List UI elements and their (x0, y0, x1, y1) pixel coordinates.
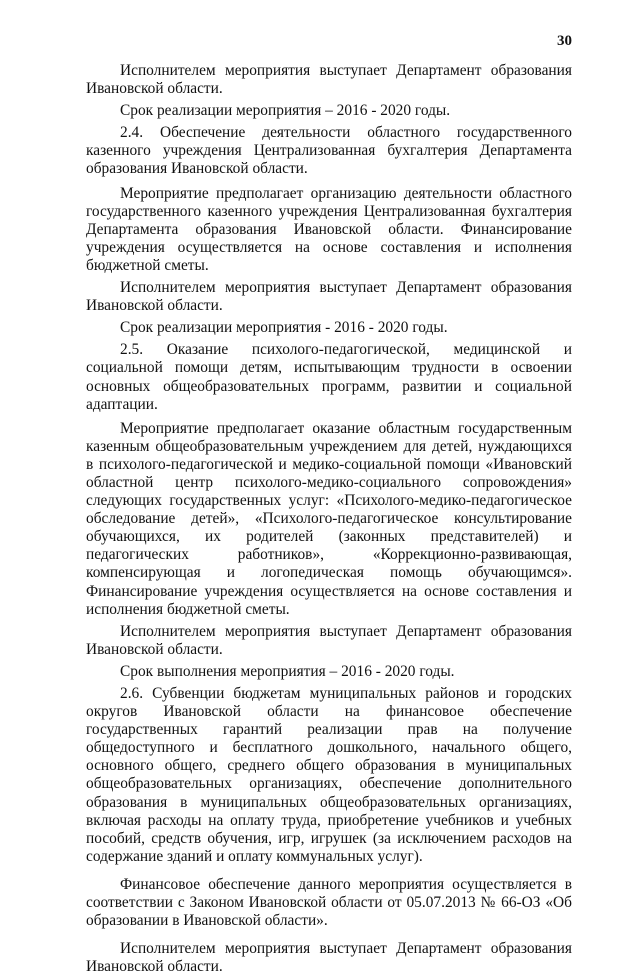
paragraph-term-2: Срок реализации мероприятия - 2016 - 2020 годы. (120, 319, 448, 337)
paragraph-term-1: Срок реализации мероприятия – 2016 - 2020 годы. (120, 102, 451, 120)
paragraph-item-2-5: 2.5. Оказание психолого-педагогической, медицинской и социальной помощи детям, испытывающим трудности в освоении основных общеобразовательных программ, развитии и социальной адаптации. (86, 341, 572, 413)
paragraph-executor-4: Исполнителем мероприятия выступает Департамент образования Ивановской области. (86, 940, 572, 976)
paragraph-description-2-5: Мероприятие предполагает оказание областным государственным казенным общеобразовательным учреждением для детей, нуждающихся в психолого-педагогической и медико-социальной помощи «Ивановский областной центр психолого-медико-социального сопровождения» следующих государственных услуг: «Психолого-медико-педагогическое обследование детей», «Психолого-педагогическое консультирование обучающихся, их родителей (законных представителей) и педагогических работников», «Коррекционно-развивающая, компенсирующая и логопедическая помощь обучающимся». Финансирование учреждения осуществляется на основе составления и исполнения бюджетной сметы. (86, 419, 572, 618)
page-number: 30 (557, 33, 572, 49)
paragraph-executor-1: Исполнителем мероприятия выступает Департамент образования Ивановской области. (86, 62, 572, 98)
paragraph-item-2-4: 2.4. Обеспечение деятельности областного государственного казенного учреждения Централизованная бухгалтерия Департамента образования Ивановской области. (86, 124, 572, 178)
paragraph-description-2-4: Мероприятие предполагает организацию деятельности областного государственного казенного учреждения Централизованная бухгалтерия Департамента образования Ивановской области. Финансирование учреждения осуществляется на основе составления и исполнения бюджетной сметы. (86, 184, 572, 274)
paragraph-executor-2: Исполнителем мероприятия выступает Департамент образования Ивановской области. (86, 279, 572, 315)
document-body (86, 62, 572, 980)
paragraph-executor-3: Исполнителем мероприятия выступает Департамент образования Ивановской области. (86, 622, 572, 658)
paragraph-item-2-6: 2.6. Субвенции бюджетам муниципальных районов и городских округов Ивановской области на финансовое обеспечение государственных гарантий реализации прав на получение общедоступного и бесплатного дошкольного, начального общего, основного общего, среднего общего образования в муниципальных общеобразовательных организациях, обеспечение дополнительного образования в муниципальных общеобразовательных организациях, включая расходы на оплату труда, приобретение учебников и учебных пособий, средств обучения, игр, игрушек (за исключением расходов на содержание зданий и оплату коммунальных услуг). (86, 685, 572, 865)
paragraph-funding-2-6: Финансовое обеспечение данного мероприятия осуществляется в соответствии с Законом Ивановской области от 05.07.2013 № 66-ОЗ «Об образовании в Ивановской области». (86, 875, 572, 930)
paragraph-term-3: Срок выполнения мероприятия – 2016 - 2020 годы. (120, 662, 455, 680)
